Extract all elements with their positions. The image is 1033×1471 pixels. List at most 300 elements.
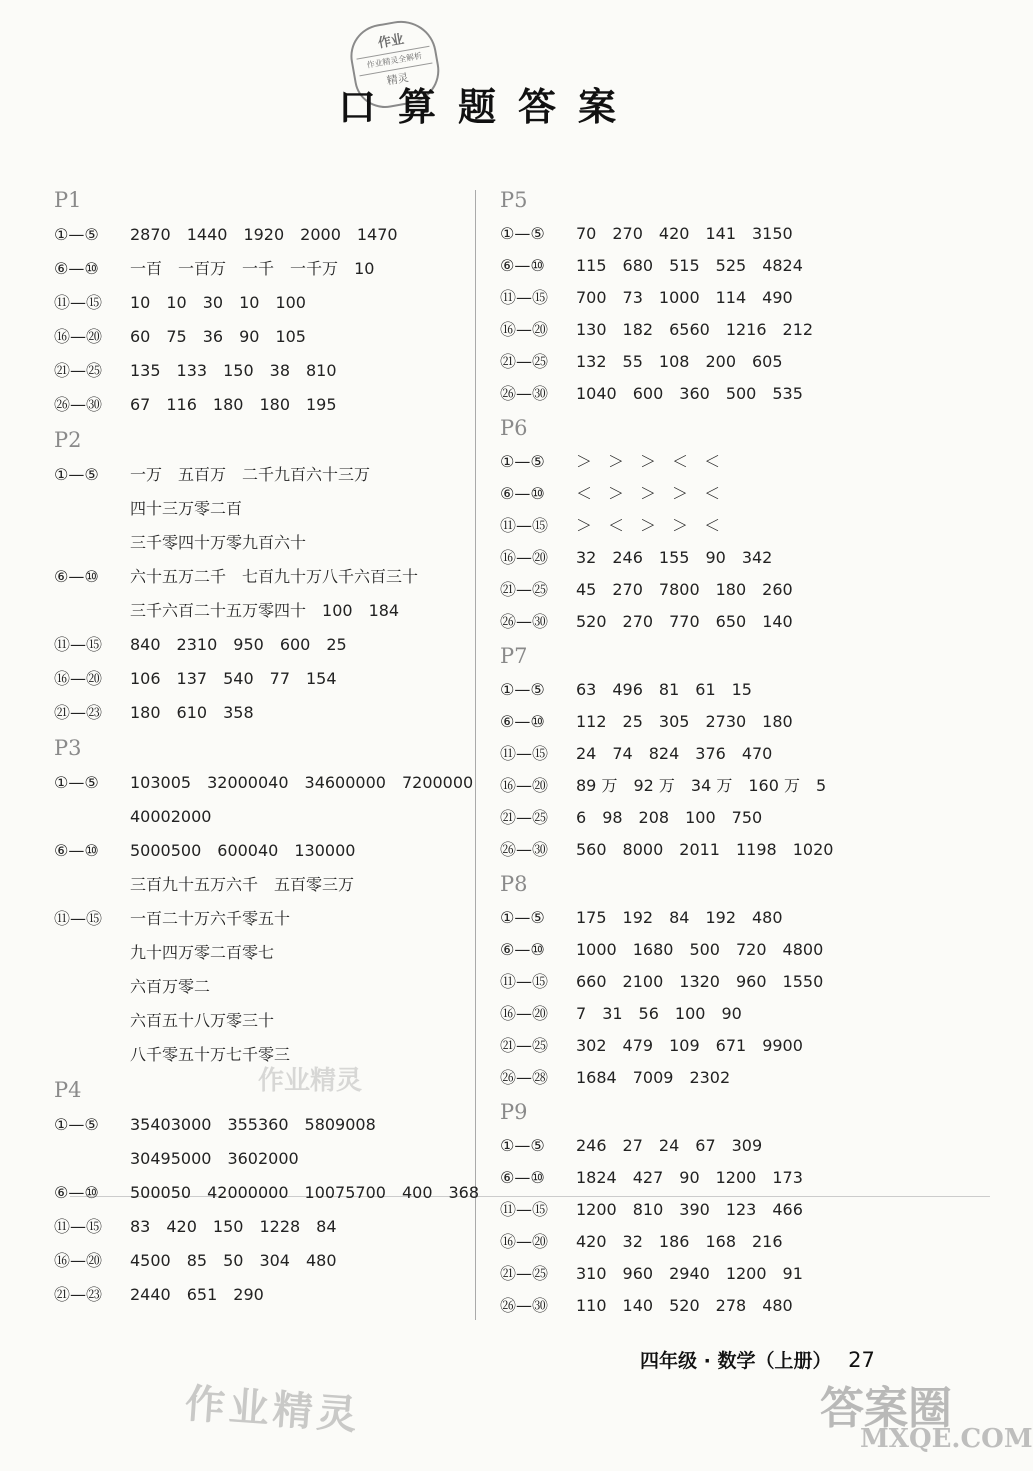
question-range: ㉑—㉕ <box>54 361 103 380</box>
answer-value: 605 <box>752 352 783 371</box>
answer-line <box>130 1142 464 1176</box>
answer-row <box>54 354 464 388</box>
answer-value: 81 <box>658 680 680 699</box>
answer-value: 671 <box>715 1036 747 1055</box>
answer-row <box>500 574 920 606</box>
watermark-mid: 作业精灵 <box>258 1066 363 1096</box>
watermark-url: MXQE.COM <box>860 1424 1033 1454</box>
answer-row <box>500 738 920 770</box>
answer-line <box>576 1030 920 1062</box>
answer-row <box>54 766 474 834</box>
answer-value: 2440 <box>130 1285 171 1304</box>
answer-value: 180 <box>762 712 793 731</box>
section-title: P5 <box>500 188 528 212</box>
left-column <box>54 182 480 1312</box>
answer-value: 2730 <box>705 712 747 731</box>
answer-row <box>500 1290 920 1322</box>
answer-value: 10 <box>354 259 375 278</box>
answer-line <box>130 252 464 286</box>
answer-value: 38 <box>269 361 290 380</box>
section-title: P1 <box>54 188 82 212</box>
answer-value: 1470 <box>356 225 398 244</box>
answer-row <box>54 458 464 560</box>
answer-line <box>576 706 920 738</box>
answer-value: 25 <box>326 635 347 654</box>
answer-row <box>500 218 920 250</box>
answer-value: 73 <box>622 288 643 307</box>
answer-value: 7200000 <box>401 773 474 792</box>
answer-row <box>500 250 920 282</box>
answer-value: 342 <box>741 548 773 567</box>
answer-value: 500 <box>689 940 720 959</box>
answer-line <box>130 492 464 526</box>
answer-value: 200 <box>705 352 736 371</box>
answer-row <box>54 834 464 902</box>
answer-line <box>576 218 920 250</box>
answer-value: ＜ <box>576 484 593 503</box>
answer-value: 520 <box>576 612 607 631</box>
answer-line <box>576 1062 920 1094</box>
answer-value: 2011 <box>679 840 720 859</box>
answer-value: 376 <box>695 744 726 763</box>
answer-value: 1000 <box>576 940 617 959</box>
answer-value: 824 <box>648 744 680 763</box>
answer-value: 1684 <box>576 1068 617 1087</box>
answer-value: ＞ <box>672 516 689 535</box>
answer-value: 180 <box>715 580 747 599</box>
answer-value: 1200 <box>715 1168 757 1187</box>
answer-value: 130 <box>576 320 607 339</box>
answer-value: 540 <box>223 669 254 688</box>
question-range: ㉖—㉘ <box>500 1068 549 1087</box>
answer-value: 56 <box>638 1004 659 1023</box>
answer-row <box>54 252 464 286</box>
answer-row <box>500 1226 920 1258</box>
answer-line <box>130 320 464 354</box>
answer-value: 3150 <box>752 224 793 243</box>
question-range: ①—⑤ <box>500 908 545 927</box>
answer-value: 195 <box>306 395 337 414</box>
answer-value: 135 <box>130 361 161 380</box>
answer-value: 2000 <box>300 225 341 244</box>
answer-value: 63 <box>576 680 597 699</box>
answer-value: 480 <box>305 1251 337 1270</box>
answer-value: 137 <box>176 669 208 688</box>
answer-value: 960 <box>622 1264 654 1283</box>
answer-value: ＜ <box>704 516 721 535</box>
answer-value: 305 <box>658 712 690 731</box>
answer-value: 175 <box>576 908 607 927</box>
question-range: ⑯—⑳ <box>500 320 549 339</box>
answer-value: 173 <box>772 1168 803 1187</box>
answer-line <box>576 738 920 770</box>
answer-value: 490 <box>762 288 793 307</box>
answer-value: 一千万 <box>290 259 339 278</box>
answer-line <box>576 542 920 574</box>
answer-value: 270 <box>612 580 643 599</box>
section-title: P3 <box>54 736 82 760</box>
answer-line <box>576 346 920 378</box>
question-range: ⑪—⑮ <box>500 288 549 307</box>
answer-row <box>500 1030 920 1062</box>
answer-value: 100 <box>685 808 716 827</box>
answer-value: 24 <box>576 744 597 763</box>
answer-value: 77 <box>269 669 290 688</box>
answer-value: 8000 <box>622 840 664 859</box>
answer-value: 九十四万零二百零七 <box>130 943 275 962</box>
answer-value: 246 <box>576 1136 607 1155</box>
column-divider <box>475 190 476 1320</box>
answer-value: 15 <box>731 680 752 699</box>
answer-row <box>500 802 920 834</box>
answer-line <box>576 478 920 510</box>
answer-value: 2940 <box>669 1264 710 1283</box>
question-range: ㉖—㉚ <box>500 612 549 631</box>
answer-value: 7 <box>576 1004 587 1023</box>
answer-value: 1824 <box>576 1168 617 1187</box>
answer-value: 89 万 <box>576 776 618 795</box>
answer-value: 154 <box>306 669 337 688</box>
answer-value: 1200 <box>576 1200 617 1219</box>
answer-value: 90 <box>721 1004 742 1023</box>
question-range: ①—⑤ <box>500 1136 545 1155</box>
answer-value: 427 <box>632 1168 664 1187</box>
answer-value: 85 <box>186 1251 208 1270</box>
answer-value: 302 <box>576 1036 607 1055</box>
answer-value: 三千六百二十五万零四十 <box>130 601 307 620</box>
answer-value: 260 <box>762 580 793 599</box>
answer-value: 360 <box>679 384 710 403</box>
answer-line <box>576 282 920 314</box>
answer-value: 810 <box>632 1200 664 1219</box>
answer-value: 390 <box>679 1200 710 1219</box>
answer-value: 74 <box>612 744 633 763</box>
answer-value: 368 <box>448 1183 480 1202</box>
answer-row <box>500 314 920 346</box>
answer-line <box>130 526 464 560</box>
answer-value: 420 <box>576 1232 607 1251</box>
answer-value: 2310 <box>176 635 218 654</box>
answer-value: 212 <box>782 320 814 339</box>
answer-value: 520 <box>669 1296 700 1315</box>
answer-line <box>576 674 920 706</box>
answer-value: 1440 <box>186 225 228 244</box>
answer-row <box>500 510 920 542</box>
question-range: ①—⑤ <box>500 224 545 243</box>
answer-value: 141 <box>705 224 736 243</box>
question-range: ⑥—⑩ <box>500 712 545 731</box>
answer-value: 1200 <box>725 1264 767 1283</box>
footer-label: 四年级 · 数学（上册） <box>640 1350 832 1372</box>
answer-line <box>576 1258 920 1290</box>
answer-value: 34600000 <box>304 773 386 792</box>
answer-value: 32 <box>622 1232 643 1251</box>
answer-value: 4500 <box>130 1251 171 1270</box>
answer-value: 180 <box>130 703 161 722</box>
question-range: ⑪—⑮ <box>54 1217 103 1236</box>
answer-value: 960 <box>735 972 767 991</box>
question-range: ㉑—㉕ <box>500 808 549 827</box>
answer-value: 40002000 <box>130 807 212 826</box>
answer-value: 10 <box>130 293 151 312</box>
question-range: ⑯—⑳ <box>500 776 549 795</box>
answer-row <box>54 286 464 320</box>
question-range: ⑪—⑮ <box>54 635 103 654</box>
answer-value: 10075700 <box>304 1183 386 1202</box>
answer-value: 304 <box>259 1251 290 1270</box>
question-range: ㉑—㉕ <box>500 580 549 599</box>
question-range: ①—⑤ <box>54 225 99 244</box>
answer-value: 150 <box>223 361 254 380</box>
answer-line <box>576 1130 920 1162</box>
answer-value: 67 <box>695 1136 716 1155</box>
answer-value: 116 <box>166 395 197 414</box>
answer-line <box>576 934 920 966</box>
answer-value: 75 <box>166 327 187 346</box>
answer-line <box>130 766 489 800</box>
answer-value: 1320 <box>679 972 720 991</box>
answer-value: 31 <box>602 1004 623 1023</box>
answer-value: 182 <box>622 320 654 339</box>
answer-value: 600 <box>279 635 311 654</box>
answer-row <box>54 1278 464 1312</box>
right-column <box>500 182 920 1322</box>
answer-value: 168 <box>705 1232 736 1251</box>
answer-value: 560 <box>576 840 607 859</box>
answer-value: 27 <box>622 1136 643 1155</box>
answer-value: 一千 <box>242 259 275 278</box>
answer-value: 5000500 <box>130 841 202 860</box>
answer-value: ＜ <box>704 452 721 471</box>
page-number: 27 <box>848 1348 875 1372</box>
question-range: ⑥—⑩ <box>500 940 545 959</box>
answer-value: 1920 <box>243 225 285 244</box>
answer-row <box>500 1258 920 1290</box>
answer-value: 67 <box>130 395 151 414</box>
answer-value: 91 <box>782 1264 803 1283</box>
answer-value: 一万 <box>130 465 163 484</box>
answer-line <box>130 286 464 320</box>
answer-value: ＞ <box>640 452 657 471</box>
answer-value: ＞ <box>608 452 625 471</box>
answer-value: 55 <box>622 352 643 371</box>
answer-value: ＞ <box>672 484 689 503</box>
question-range: ⑪—⑮ <box>500 516 549 535</box>
answer-line <box>576 1226 920 1258</box>
answer-value: 35403000 <box>130 1115 212 1134</box>
answer-value: ＜ <box>704 484 721 503</box>
answer-value: 30495000 <box>130 1149 212 1168</box>
answer-value: 90 <box>239 327 260 346</box>
answer-value: 400 <box>401 1183 433 1202</box>
answer-value: 309 <box>731 1136 763 1155</box>
answer-value: 1680 <box>632 940 674 959</box>
answer-value: 3602000 <box>227 1149 299 1168</box>
answer-value: 4824 <box>762 256 803 275</box>
answer-row <box>54 388 464 422</box>
answer-line <box>130 1176 495 1210</box>
answer-value: 四十三万零二百 <box>130 499 243 518</box>
answer-value: ＞ <box>576 516 593 535</box>
answer-value: 7800 <box>658 580 700 599</box>
answer-value: ＜ <box>608 516 625 535</box>
question-range: ⑥—⑩ <box>54 1183 99 1202</box>
answer-value: 515 <box>669 256 700 275</box>
answer-row <box>54 1210 464 1244</box>
answer-value: 132 <box>576 352 607 371</box>
question-range: ⑯—⑳ <box>500 1232 549 1251</box>
answer-line <box>130 696 464 730</box>
answer-value: 10 <box>239 293 260 312</box>
answer-row <box>54 662 464 696</box>
answer-value: 184 <box>368 601 400 620</box>
stamp-text-3: 精灵 <box>385 70 410 88</box>
answer-line <box>130 458 464 492</box>
answer-value: 496 <box>612 680 643 699</box>
answer-line <box>576 378 920 410</box>
answer-row <box>500 902 920 934</box>
answer-line <box>130 1210 464 1244</box>
answer-line <box>576 606 920 638</box>
answer-row <box>54 560 464 628</box>
answer-line <box>576 834 920 866</box>
answer-value: 115 <box>576 256 607 275</box>
question-range: ㉖—㉚ <box>500 840 549 859</box>
answer-value: 750 <box>731 808 763 827</box>
answer-line <box>576 1290 920 1322</box>
answer-value: 270 <box>622 612 654 631</box>
question-range: ⑥—⑩ <box>54 259 99 278</box>
answer-line <box>576 314 920 346</box>
answer-line <box>130 970 464 1004</box>
answer-row <box>500 934 920 966</box>
answer-value: 680 <box>622 256 654 275</box>
answer-row <box>54 320 464 354</box>
answer-value: 123 <box>725 1200 757 1219</box>
answer-value: 90 <box>705 548 726 567</box>
answer-row <box>500 378 920 410</box>
answer-line <box>130 218 464 252</box>
answer-value: ＞ <box>576 452 593 471</box>
answer-row <box>500 674 920 706</box>
answer-line <box>576 250 920 282</box>
answer-value: 155 <box>658 548 690 567</box>
answer-value: 600 <box>632 384 664 403</box>
section-title: P2 <box>54 428 82 452</box>
answer-value: 192 <box>705 908 736 927</box>
answer-value: 470 <box>741 744 773 763</box>
answer-row <box>500 1194 920 1226</box>
answer-row <box>500 478 920 510</box>
answer-line <box>576 574 920 606</box>
answer-value: 60 <box>130 327 151 346</box>
answer-row <box>500 1162 920 1194</box>
answer-value: 2100 <box>622 972 664 991</box>
section-title: P4 <box>54 1078 82 1102</box>
question-range: ⑥—⑩ <box>500 484 545 503</box>
section-title: P9 <box>500 1100 528 1124</box>
stamp-text-1: 作业 <box>376 32 406 52</box>
answer-line <box>130 936 464 970</box>
answer-value: 90 <box>679 1168 700 1187</box>
question-range: ⑪—⑮ <box>500 1200 549 1219</box>
answer-value: 420 <box>658 224 690 243</box>
answer-value: 525 <box>715 256 747 275</box>
question-range: ①—⑤ <box>500 680 545 699</box>
answer-line <box>576 966 920 998</box>
answer-value: 500 <box>725 384 757 403</box>
answer-value: 186 <box>658 1232 690 1251</box>
answer-row <box>54 696 464 730</box>
answer-value: 500050 <box>130 1183 192 1202</box>
answer-value: 六百万零二 <box>130 977 211 996</box>
answer-value: 535 <box>772 384 803 403</box>
answer-line <box>576 998 920 1030</box>
answer-value: 24 <box>658 1136 680 1155</box>
answer-line <box>576 802 920 834</box>
answer-value: 109 <box>669 1036 700 1055</box>
question-range: ⑯—⑳ <box>54 669 103 688</box>
answer-value: ＞ <box>608 484 625 503</box>
answer-value: 一百二十万六千零五十 <box>130 909 291 928</box>
answer-value: 六百五十八万零三十 <box>130 1011 275 1030</box>
answer-line <box>130 834 464 868</box>
answer-value: 105 <box>275 327 306 346</box>
answer-value: 83 <box>130 1217 151 1236</box>
answer-value: 480 <box>762 1296 793 1315</box>
answer-value: 1228 <box>259 1217 301 1236</box>
answer-row <box>54 1244 464 1278</box>
question-range: ⑪—⑮ <box>54 909 103 928</box>
answer-line <box>130 594 464 628</box>
question-range: ㉑—㉕ <box>500 352 549 371</box>
answer-value: 310 <box>576 1264 607 1283</box>
answer-value: 208 <box>638 808 670 827</box>
answer-value: 84 <box>669 908 690 927</box>
answer-row <box>500 834 920 866</box>
question-range: ⑪—⑮ <box>500 972 549 991</box>
answer-row <box>500 966 920 998</box>
answer-row <box>500 1062 920 1094</box>
answer-value: 130000 <box>294 841 356 860</box>
answer-value: 七百九十万八千六百三十 <box>242 567 419 586</box>
answer-line <box>576 902 920 934</box>
question-range: ⑪—⑮ <box>54 293 103 312</box>
answer-value: 480 <box>752 908 783 927</box>
answer-value: 五百万 <box>178 465 227 484</box>
answer-line <box>576 1162 920 1194</box>
answer-value: 五百零三万 <box>274 875 355 894</box>
question-range: ⑯—⑳ <box>54 327 103 346</box>
answer-value: 6 <box>576 808 587 827</box>
answer-row <box>54 628 464 662</box>
answer-value: 1040 <box>576 384 617 403</box>
answer-row <box>500 346 920 378</box>
answer-value: 1000 <box>658 288 700 307</box>
answer-line <box>130 662 464 696</box>
answer-value: 4800 <box>782 940 824 959</box>
answer-value: ＜ <box>672 452 689 471</box>
question-range: ⑥—⑩ <box>500 256 545 275</box>
answer-value: 466 <box>772 1200 803 1219</box>
page-title: 口算题答案 <box>338 84 639 129</box>
question-range: ⑯—⑳ <box>54 1251 103 1270</box>
answer-line <box>576 510 920 542</box>
answer-value: 5809008 <box>304 1115 376 1134</box>
answer-value: 140 <box>762 612 793 631</box>
answer-value: 1550 <box>782 972 824 991</box>
answer-value: 98 <box>602 808 623 827</box>
